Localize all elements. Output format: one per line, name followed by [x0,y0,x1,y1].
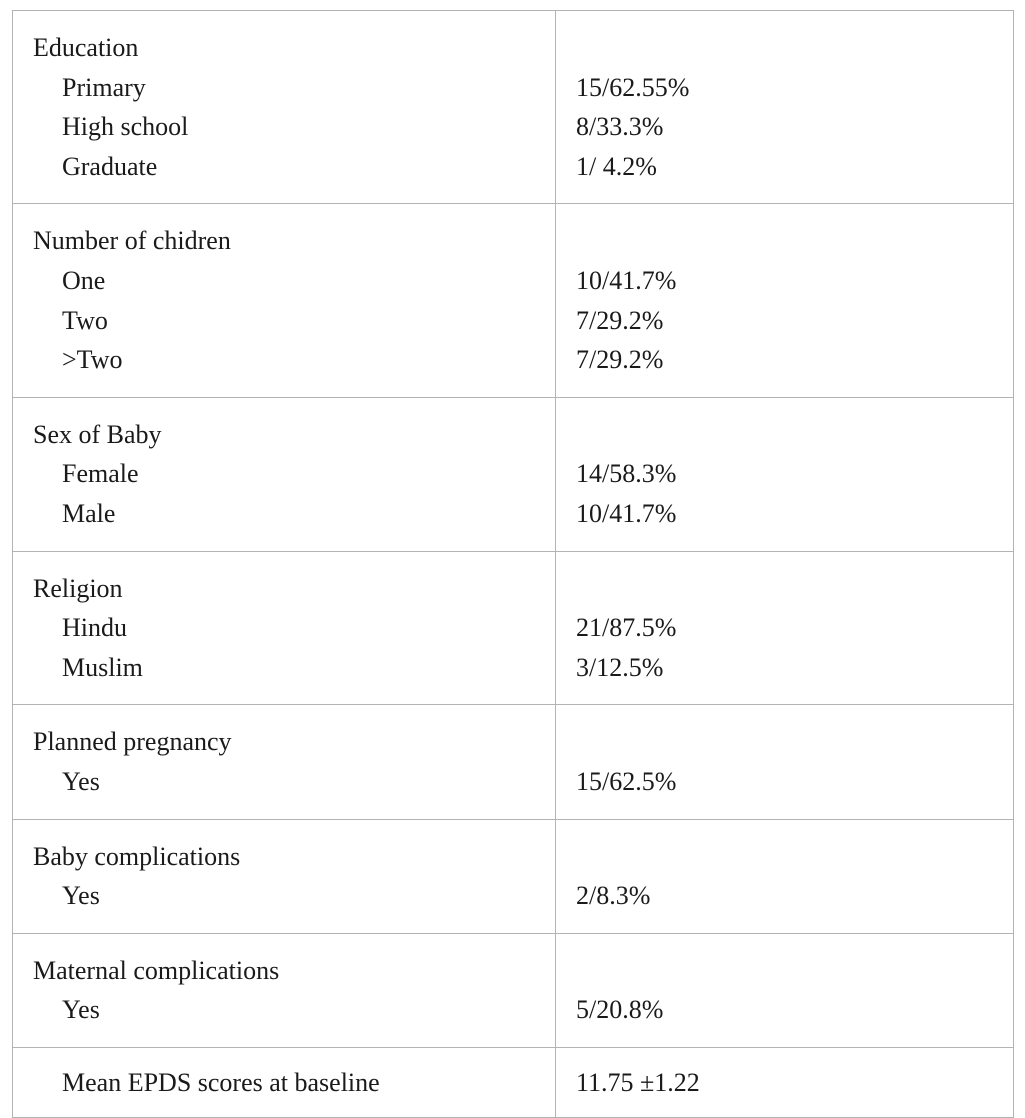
category-cell [13,705,556,819]
table-row-baby-complications [13,819,1014,933]
category-heading: Baby complications [33,841,241,871]
item-value: 3/12.5% [576,652,664,682]
item-label: Yes [62,766,100,796]
table-row-number-of-children [13,204,1014,397]
category-heading: Sex of Baby [33,419,162,449]
value-cell [556,705,1014,819]
item-label: Hindu [62,613,127,643]
table-row-mean-epds [13,1047,1014,1118]
table-row-religion [13,551,1014,705]
item-value: 14/58.3% [576,459,677,489]
category-heading: Number of chidren [33,226,231,256]
item-value: 15/62.55% [576,72,690,102]
value-cell [556,11,1014,204]
item-label: Female [62,459,139,489]
value-cell [556,551,1014,705]
category-heading: Maternal complications [33,955,280,985]
table-row-maternal-complications [13,933,1014,1047]
category-cell [13,819,556,933]
value-cell [556,397,1014,551]
category-heading: Religion [33,573,123,603]
item-label: >Two [62,345,123,375]
category-cell [13,1047,556,1118]
category-heading: Planned pregnancy [33,727,232,757]
demographics-table [12,10,1014,1118]
category-cell [13,933,556,1047]
table-row-sex-of-baby [13,397,1014,551]
category-cell [13,204,556,397]
item-label: Primary [62,72,146,102]
item-label: High school [62,112,189,142]
item-label: One [62,265,106,295]
mean-epds-label: Mean EPDS scores at baseline [62,1067,380,1097]
item-label: Yes [62,881,100,911]
category-cell [13,11,556,204]
item-label: Male [62,498,116,528]
item-value: 2/8.3% [576,881,651,911]
table-row-education [13,11,1014,204]
item-label: Yes [62,995,100,1025]
item-value: 10/41.7% [576,265,677,295]
item-value: 7/29.2% [576,345,664,375]
item-value: 5/20.8% [576,995,664,1025]
item-value: 8/33.3% [576,112,664,142]
item-value: 1/ 4.2% [576,151,657,181]
item-value: 10/41.7% [576,498,677,528]
item-label: Muslim [62,652,143,682]
item-label: Graduate [62,151,158,181]
item-label: Two [62,305,108,335]
table-row-planned-pregnancy [13,705,1014,819]
item-value: 15/62.5% [576,766,677,796]
value-cell [556,933,1014,1047]
value-cell [556,819,1014,933]
category-cell [13,397,556,551]
category-cell [13,551,556,705]
value-cell [556,204,1014,397]
item-value: 21/87.5% [576,613,677,643]
value-cell [556,1047,1014,1118]
mean-epds-value: 11.75 ±1.22 [576,1067,700,1097]
item-value: 7/29.2% [576,305,664,335]
category-heading: Education [33,33,139,62]
